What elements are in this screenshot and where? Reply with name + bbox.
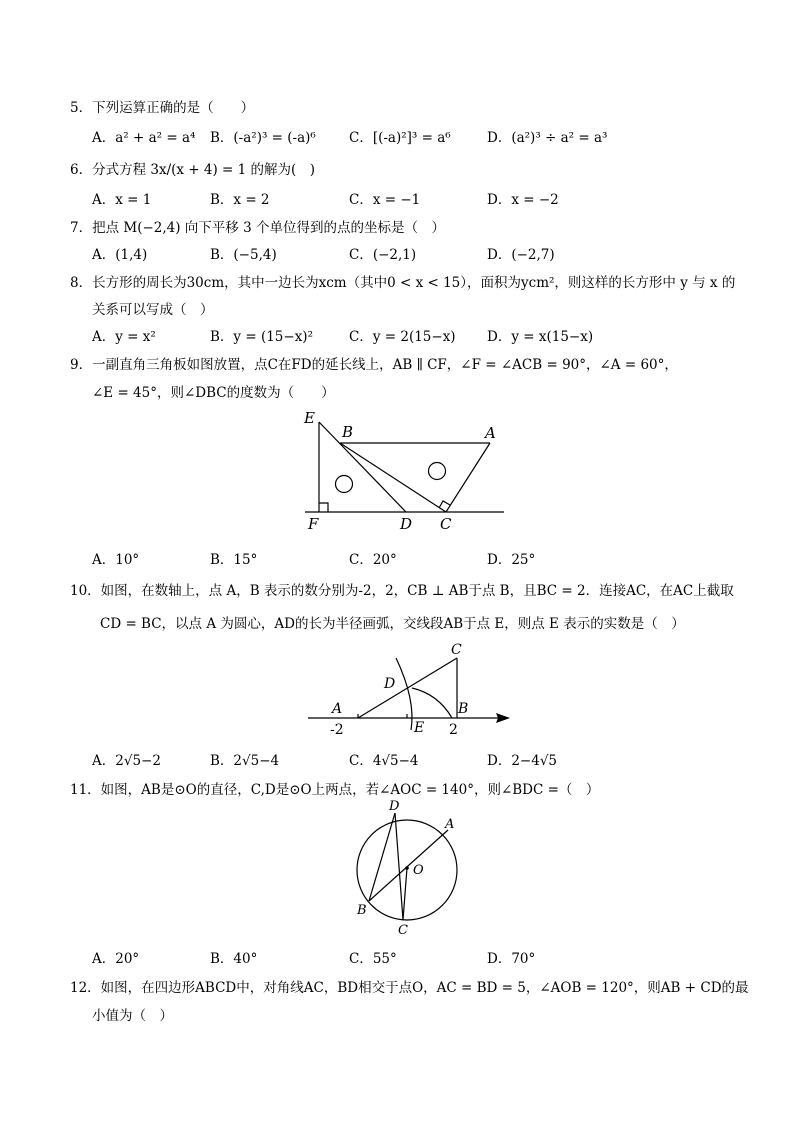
label-d: D: [389, 799, 400, 814]
label-e: E: [414, 720, 425, 736]
option-a[interactable]: A．10°: [92, 552, 140, 568]
label-a: A: [445, 817, 455, 832]
question-7-stem: 7．把点 M(−2,4) 向下平移 3 个单位得到的点的坐标是（ ）: [70, 220, 445, 236]
label-e: E: [304, 409, 315, 427]
diameter-ab: [369, 830, 448, 901]
question-12-stem: 12．如图，在四边形ABCD中，对角线AC，BD相交于点O，AC = BD = 5，∠AOB = 120°，则AB + CD的最: [70, 980, 749, 996]
option-d[interactable]: D．(−2,7): [487, 247, 555, 263]
label-neg2: -2: [330, 722, 344, 738]
center-dot-icon: [405, 866, 409, 870]
option-a[interactable]: A．2√5−2: [92, 753, 161, 769]
number-line-figure: [300, 638, 515, 743]
option-d[interactable]: D．y = x(15−x): [487, 329, 594, 345]
right-angle-mark-c: [439, 501, 450, 508]
arc-from-c: [412, 688, 452, 718]
label-a: A: [485, 424, 496, 442]
option-a[interactable]: A．a² + a² = a⁴: [92, 130, 196, 146]
question-12-stem-line2: 小值为（ ）: [92, 1008, 173, 1024]
option-c[interactable]: C．y = 2(15−x): [349, 329, 456, 345]
option-c[interactable]: C．4√5−4: [349, 753, 419, 769]
option-b[interactable]: B．2√5−4: [210, 753, 280, 769]
label-c: C: [398, 923, 408, 938]
option-c[interactable]: C．(−2,1): [349, 247, 417, 263]
label-d: D: [384, 676, 396, 692]
question-6-stem: 6．分式方程 3x/(x + 4) = 1 的解为( ): [70, 162, 316, 178]
option-d[interactable]: D．70°: [487, 951, 536, 967]
segment-bc: [340, 443, 446, 512]
label-b: B: [342, 423, 354, 441]
question-10-stem-line2: CD = BC，以点 A 为圆心，AD的长为半径画弧，交线段AB于点 E，则点 E 表示的实数是（ ）: [100, 616, 685, 632]
option-c[interactable]: C．[(-a)²]³ = a⁶: [349, 130, 451, 146]
question-9-stem: 9．一副直角三角板如图放置，点C在FD的延长线上，AB ∥ CF，∠F = ∠ACB = 90°，∠A = 60°，: [70, 357, 678, 373]
segment-dc: [395, 813, 403, 920]
option-b[interactable]: B．y = (15−x)²: [210, 329, 313, 345]
option-b[interactable]: B．40°: [210, 951, 258, 967]
option-a[interactable]: A．x = 1: [92, 192, 152, 208]
segment-oc: [403, 868, 407, 920]
hole-circle-right: [429, 463, 446, 480]
circle-figure: [345, 798, 470, 938]
option-b[interactable]: B．15°: [210, 552, 258, 568]
option-c[interactable]: C．20°: [349, 552, 397, 568]
option-d[interactable]: D．2−4√5: [487, 753, 558, 769]
segment-ac: [446, 443, 490, 512]
question-5-stem: 5．下列运算正确的是（ ）: [70, 100, 255, 116]
option-c[interactable]: C．x = −1: [349, 192, 421, 208]
option-d[interactable]: D．x = −2: [487, 192, 559, 208]
option-d[interactable]: D．25°: [487, 552, 536, 568]
option-b[interactable]: B．(-a²)³ = (-a)⁶: [210, 130, 316, 146]
option-b[interactable]: B．(−5,4): [210, 247, 277, 263]
option-a[interactable]: A．y = x²: [92, 329, 156, 345]
label-2: 2: [449, 722, 458, 738]
question-8-stem: 8．长方形的周长为30cm，其中一边长为xcm（其中0 < x < 15），面积为ycm²，则这样的长方形中 y 与 x 的: [70, 275, 736, 291]
question-8-stem-line2: 关系可以写成（ ）: [92, 302, 214, 318]
option-c[interactable]: C．55°: [349, 951, 397, 967]
option-a[interactable]: A．20°: [92, 951, 140, 967]
label-f: F: [308, 515, 319, 533]
label-c: C: [451, 642, 462, 658]
axis-arrow-icon: [496, 713, 510, 723]
label-a: A: [332, 701, 343, 717]
question-9-stem-line2: ∠E = 45°，则∠DBC的度数为（ ）: [92, 385, 335, 401]
hole-circle-left: [336, 476, 353, 493]
label-d: D: [400, 515, 413, 533]
option-a[interactable]: A．(1,4): [92, 247, 148, 263]
right-angle-mark-f: [319, 503, 328, 512]
segment-ed: [319, 422, 406, 512]
label-c: C: [440, 515, 452, 533]
label-b: B: [458, 701, 469, 717]
option-b[interactable]: B．x = 2: [210, 192, 270, 208]
question-10-stem: 10．如图，在数轴上，点 A，B 表示的数分别为-2，2，CB ⊥ AB于点 B，且BC = 2．连接AC，在AC上截取: [70, 583, 734, 599]
label-o: O: [413, 863, 424, 878]
option-d[interactable]: D．(a²)³ ÷ a² = a³: [487, 130, 608, 146]
triangle-set-figure: [300, 405, 510, 535]
question-11-stem: 11．如图，AB是⊙O的直径，C,D是⊙O上两点，若∠AOC = 140°，则∠BDC =（ ）: [70, 782, 600, 798]
label-b: B: [357, 903, 367, 918]
